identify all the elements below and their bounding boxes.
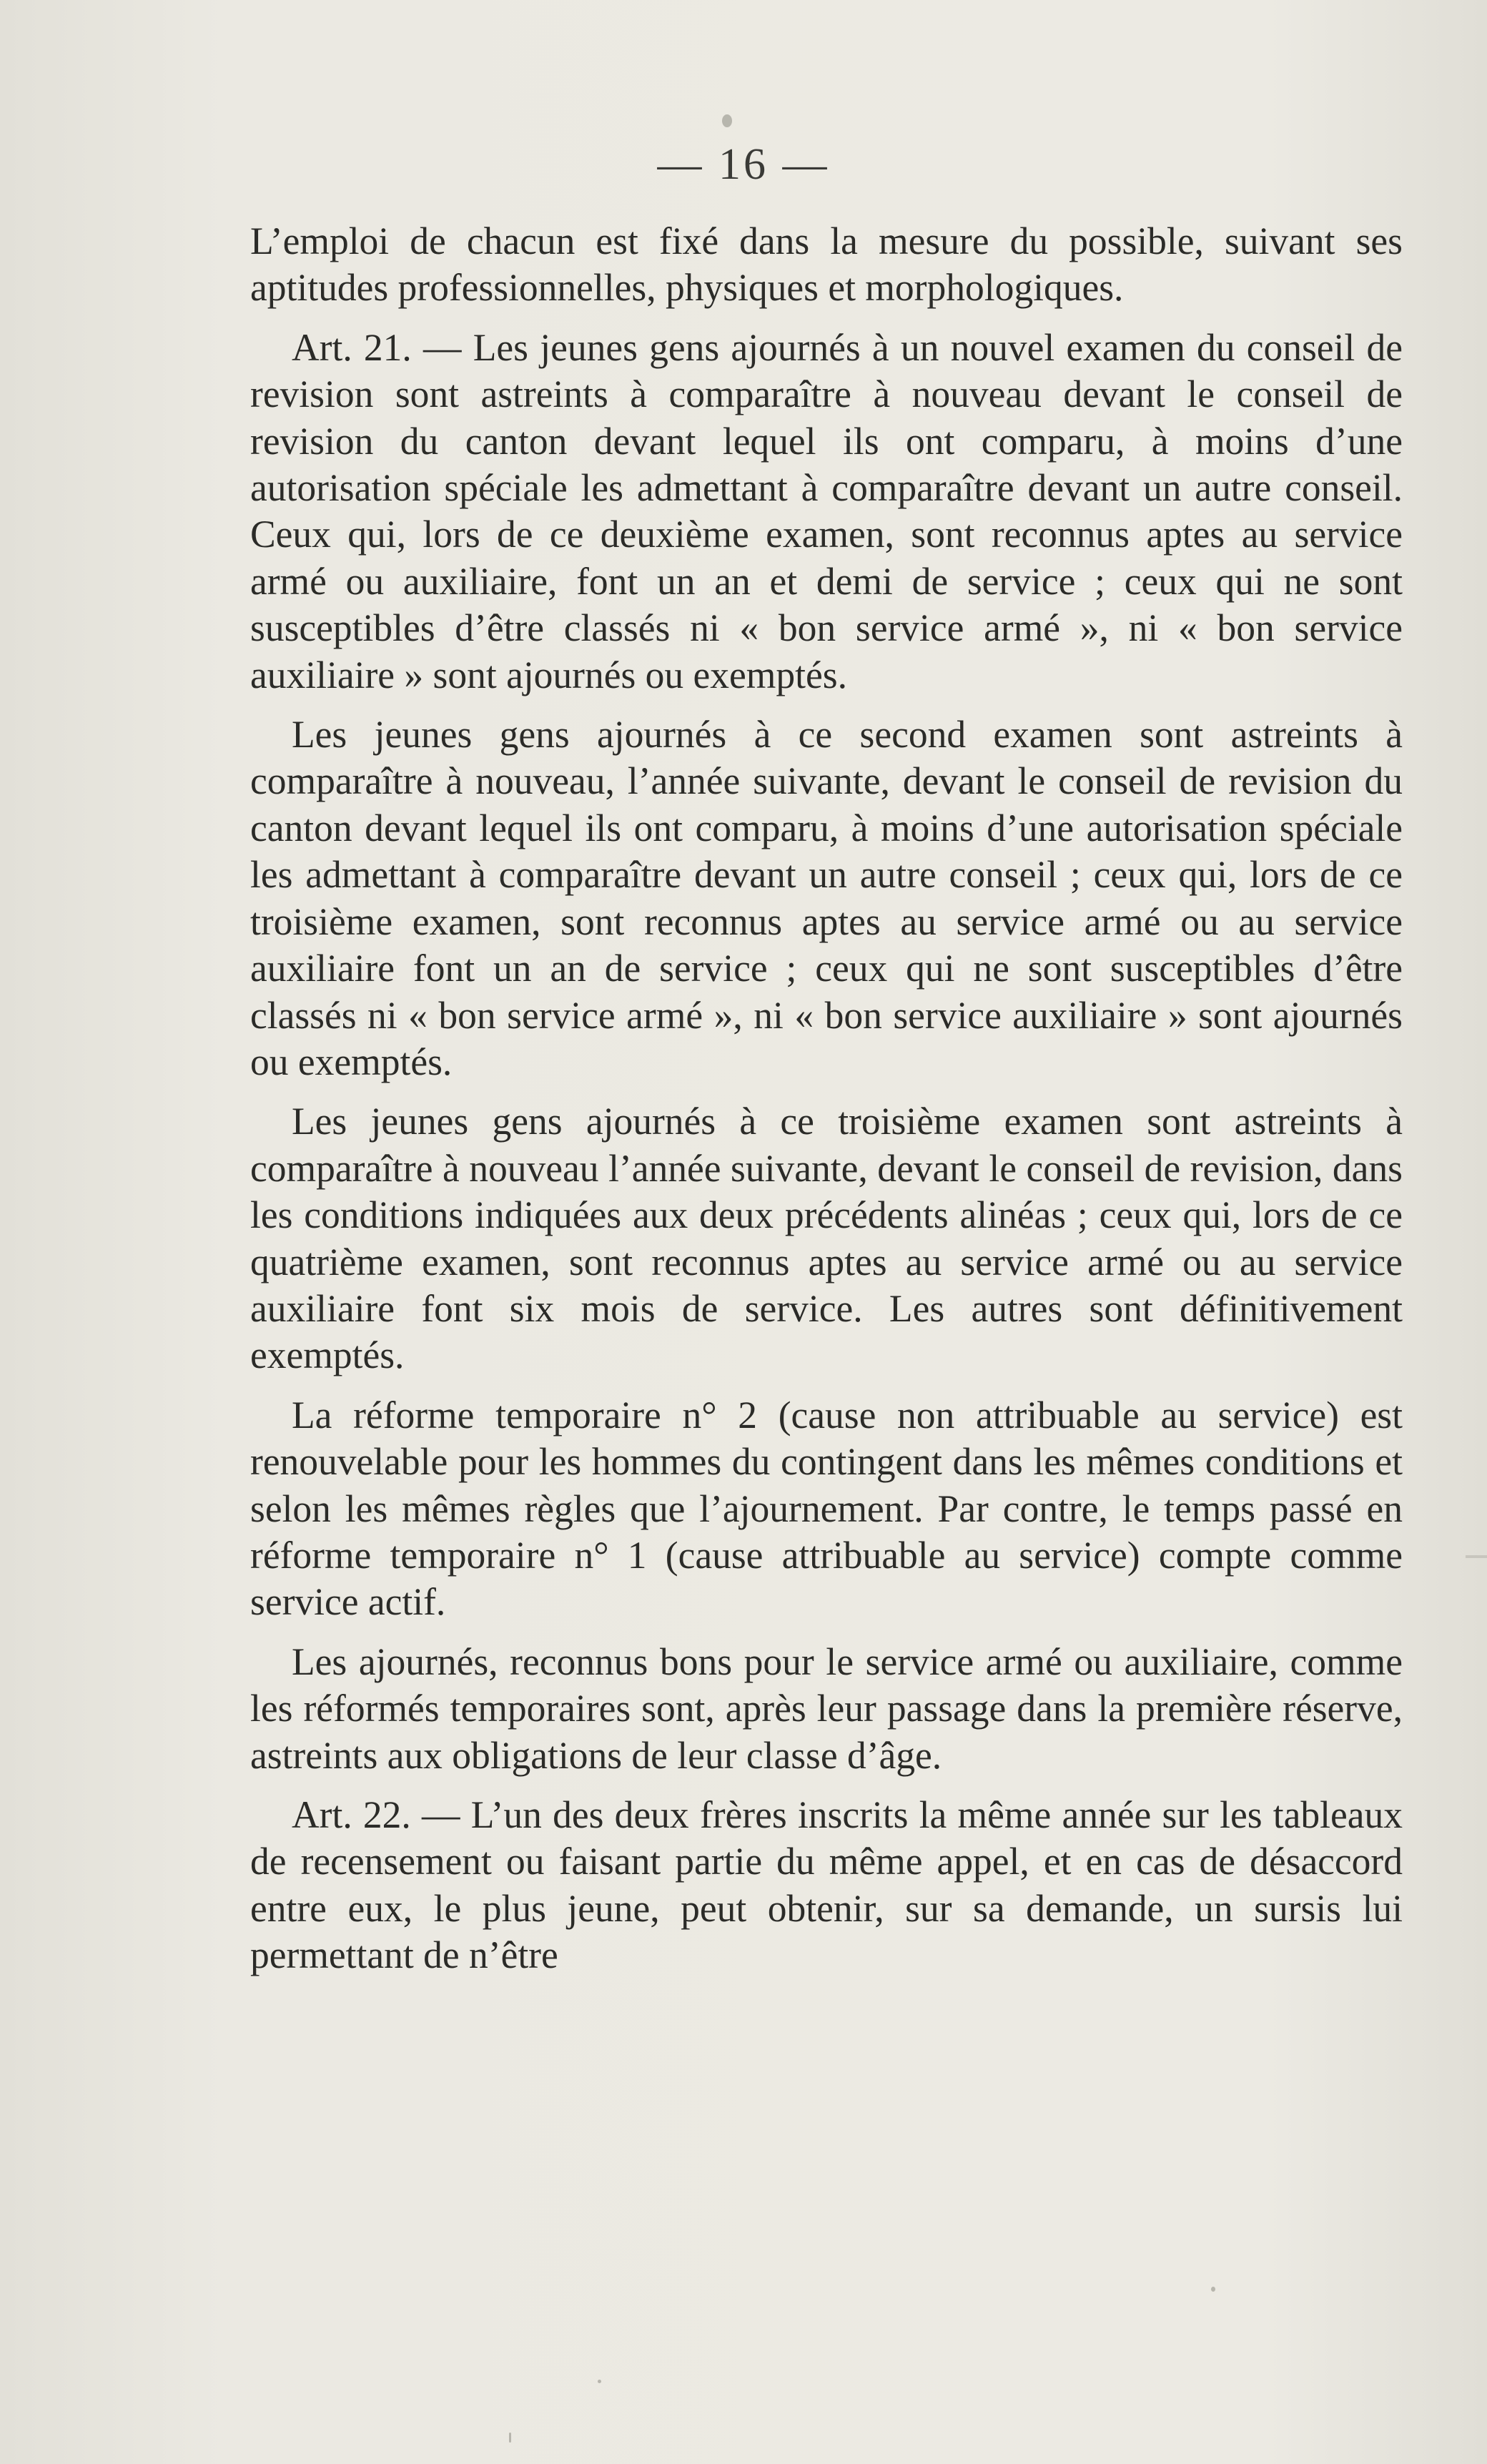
paragraph-article-21: Art. 21. — Les jeunes gens ajournés à un nouvel examen du conseil de revision sont astreints à comparaître à nouveau devant le conseil de revision du canton devant lequel ils ont comparu, à moins d’une autorisation spéciale les admettant à comparaître devant un autre conseil. Ceux qui, lors de ce deuxième examen, sont reconnus aptes au service armé ou auxiliaire, font un an et demi de service ; ceux qui ne sont susceptibles d’être classés ni « bon service armé », ni « bon service auxiliaire » sont ajournés ou exemptés. [250, 325, 1403, 696]
paragraph-emploi: L’emploi de chacun est fixé dans la mesure du possible, suivant ses aptitudes professionnelles, physiques et morphologiques. [250, 220, 1403, 310]
paper-speck [1211, 2287, 1215, 2292]
paragraph-ajournes: Les ajournés, reconnus bons pour le service armé ou auxiliaire, comme les réformés temporaires sont, après leur passage dans la première réserve, astreints aux obligations de leur classe d’âge. [250, 1640, 1403, 1777]
page-edge-mark [1466, 1555, 1487, 1558]
paper-speck [598, 2380, 601, 2383]
paper-speck [722, 114, 732, 127]
body-text [250, 218, 1403, 1992]
paragraph-troisieme-examen: Les jeunes gens ajournés à ce troisième examen sont astreints à comparaître à nouveau l’année suivante, devant le conseil de revision, dans les conditions indiquées aux deux précédents alinéas ; ceux qui, lors de ce quatrième examen, sont reconnus aptes au service armé ou au service auxiliaire font six mois de service. Les autres sont définitivement exemptés. [250, 1100, 1403, 1377]
paragraph-article-22: Art. 22. — L’un des deux frères inscrits la même année sur les tableaux de recensement ou faisant partie du même appel, et en cas de désaccord entre eux, le plus jeune, peut obtenir, sur sa demande, un sursis lui permettant de n’être [250, 1793, 1403, 1977]
paper-speck [509, 2433, 511, 2443]
paragraph-reforme-temporaire: La réforme temporaire n° 2 (cause non attribuable au service) est renouvelable pour les hommes du contingent dans les mêmes conditions et selon les mêmes règles que l’ajournement. Par contre, le temps passé en réforme temporaire n° 1 (cause attribuable au service) compte comme service actif. [250, 1393, 1403, 1624]
paragraph-second-examen: Les jeunes gens ajournés à ce second examen sont astreints à comparaître à nouveau, l’année suivante, devant le conseil de revision du canton devant lequel ils ont comparu, à moins d’une autorisation spéciale les admettant à comparaître devant un autre conseil ; ceux qui, lors de ce troisième examen, sont reconnus aptes au service armé ou au service auxiliaire font un an de service ; ceux qui ne sont susceptibles d’être classés ni « bon service armé », ni « bon service auxiliaire » sont ajournés ou exemptés. [250, 713, 1403, 1083]
page-number: — 16 — [657, 140, 830, 189]
